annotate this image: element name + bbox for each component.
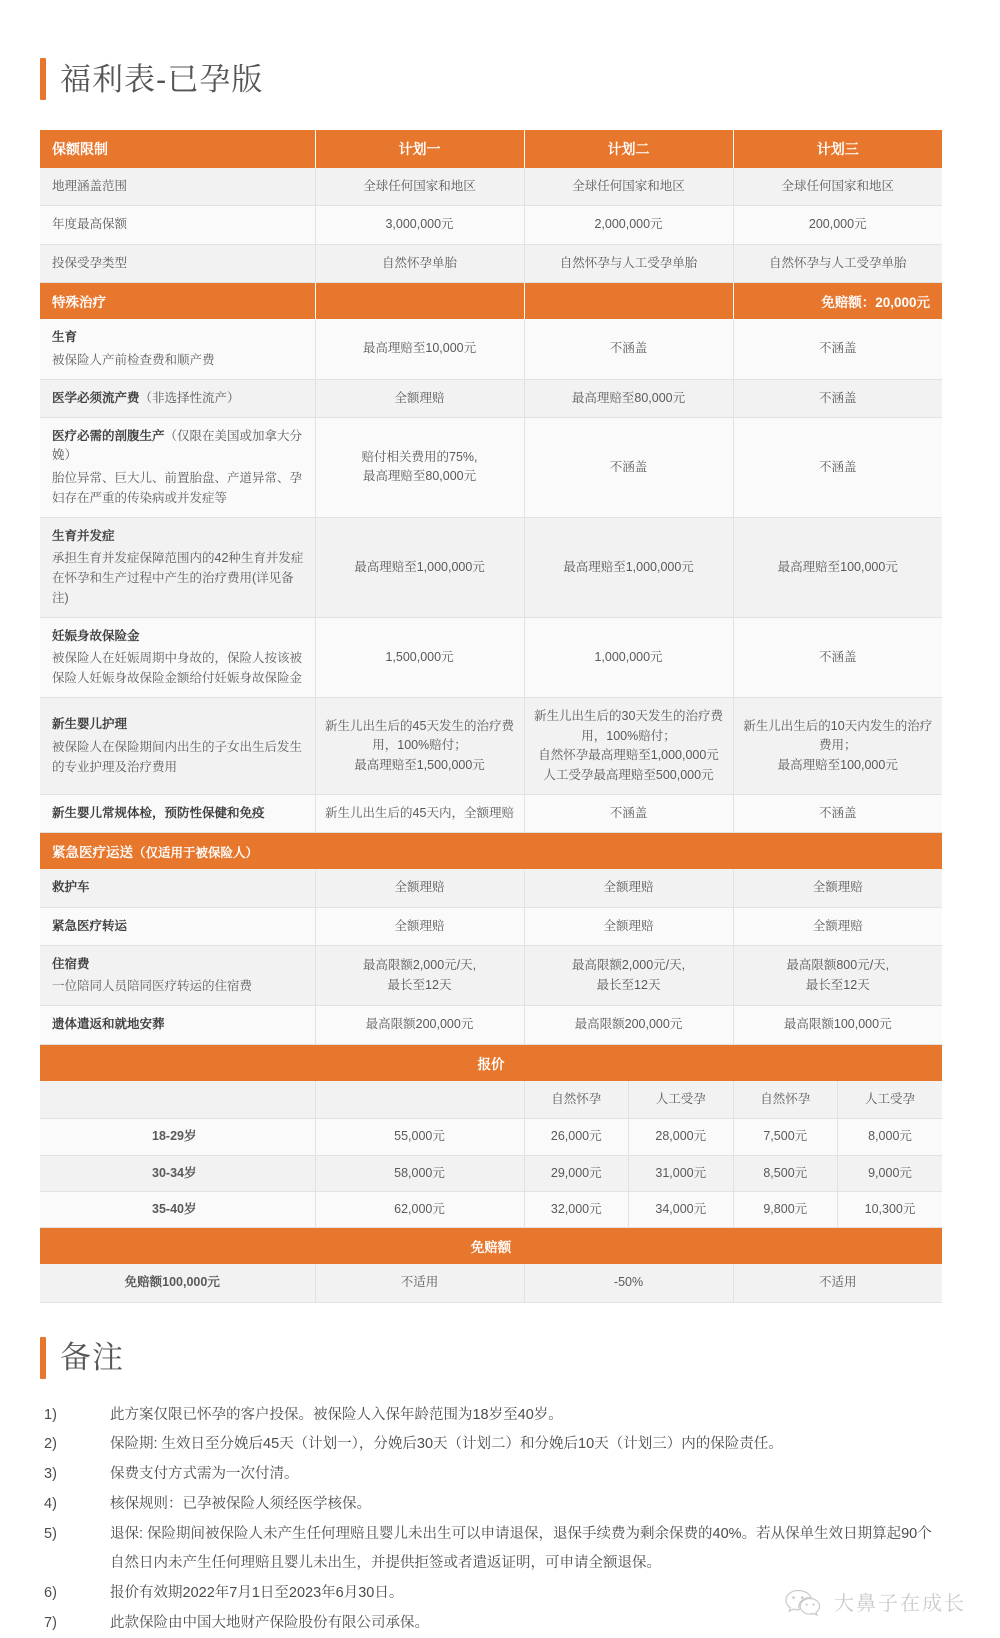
cell-plan3: 新生儿出生后的10天内发生的治疗费用； 最高理赔至100,000元 xyxy=(733,698,942,795)
band-label: 免赔额 xyxy=(40,1228,942,1265)
note-item xyxy=(44,1460,944,1490)
price-plan1: 58,000元 xyxy=(315,1155,524,1191)
watermark xyxy=(784,1587,966,1616)
price-plan2-natural: 29,000元 xyxy=(524,1155,629,1191)
price-age-label: 18-29岁 xyxy=(40,1119,315,1155)
price-plan3-natural: 9,800元 xyxy=(733,1191,838,1227)
note-item xyxy=(44,1401,944,1431)
header-row-label: 保额限制 xyxy=(40,130,315,168)
cell-plan2: 最高理赔至80,000元 xyxy=(524,379,733,417)
note-text: 保费支付方式需为一次付清。 xyxy=(110,1466,299,1483)
row-title: 妊娠身故保险金 xyxy=(52,629,140,643)
cell-plan1: 最高限额2,000元/天, 最长至12天 xyxy=(315,946,524,1006)
accent-bar xyxy=(40,1337,46,1379)
header-plan2: 计划二 xyxy=(524,130,733,168)
subheader-plan3-ivf: 人工受孕 xyxy=(838,1081,943,1119)
cell-plan3: 不涵盖 xyxy=(733,379,942,417)
cell-plan2: 全额理赔 xyxy=(524,869,733,907)
row-label: 年度最高保额 xyxy=(40,206,315,244)
cell-plan1: 全球任何国家和地区 xyxy=(315,168,524,206)
price-plan3-natural: 7,500元 xyxy=(733,1119,838,1155)
note-item xyxy=(44,1430,944,1460)
note-text: 核保规则：已孕被保险人须经医学核保。 xyxy=(110,1495,371,1512)
row-title: 生育并发症 xyxy=(52,528,115,543)
cell-plan3: 自然怀孕与人工受孕单胎 xyxy=(733,244,942,282)
cell-plan2: 全额理赔 xyxy=(524,907,733,945)
note-number: 3) xyxy=(44,1466,57,1483)
row-title: 新生婴儿常规体检，预防性保健和免疫 xyxy=(52,805,265,820)
wechat-icon xyxy=(784,1588,824,1616)
row-desc: 被保险人产前检查费和顺产费 xyxy=(52,352,215,367)
row-label xyxy=(40,379,315,417)
table-row xyxy=(40,168,942,206)
cell-plan2: 新生儿出生后的30天发生的治疗费用，100%赔付； 自然怀孕最高理赔至1,000,000元 人工受孕最高理赔至500,000元 xyxy=(524,698,733,795)
cell-plan1: 最高理赔至10,000元 xyxy=(315,319,524,379)
row-title: 医疗必需的剖腹生产（仅限在美国或加拿大分娩） xyxy=(52,428,303,463)
table-row xyxy=(40,698,942,795)
price-plan2-natural: 32,000元 xyxy=(524,1191,629,1227)
price-plan2-ivf: 31,000元 xyxy=(629,1155,734,1191)
price-plan2-ivf: 28,000元 xyxy=(629,1119,734,1155)
cell-plan3: 全球任何国家和地区 xyxy=(733,168,942,206)
row-label xyxy=(40,417,315,517)
row-desc: 被保险人在保险期间内出生的子女出生后发生的专业护理及治疗费用 xyxy=(52,739,303,774)
row-title: 救护车 xyxy=(52,880,90,895)
cell-plan3: 最高限额800元/天, 最长至12天 xyxy=(733,946,942,1006)
note-text: 此方案仅限已怀孕的客户投保。被保险人入保年龄范围为18岁至40岁。 xyxy=(110,1406,563,1423)
row-title-note: （非选择性流产） xyxy=(139,390,240,405)
row-title: 医学必须流产费（非选择性流产） xyxy=(52,390,240,405)
band-label: 紧急医疗运送（仅适用于被保险人） xyxy=(40,833,942,870)
cell-plan1: 赔付相关费用的75%, 最高理赔至80,000元 xyxy=(315,417,524,517)
section-band-emergency-transport xyxy=(40,833,942,870)
deductible-label: 免赔额100,000元 xyxy=(40,1264,315,1302)
note-text: 退保: 保险期间被保险人未产生任何理赔且婴儿未出生可以申请退保，退保手续费为剩余保费的40%。若从保单生效日期算起90个自然日内未产生任何理赔且婴儿未出生，并提供拒签或者遣返证明，可申请全额退保。 xyxy=(110,1525,932,1572)
cell-plan2: 最高限额200,000元 xyxy=(524,1006,733,1044)
row-label xyxy=(40,618,315,698)
deductible-plan1: 不适用 xyxy=(315,1264,524,1302)
benefits-table xyxy=(40,130,942,1303)
subheader-plan2-natural: 自然怀孕 xyxy=(524,1081,629,1119)
row-desc: 一位陪同人员陪同医疗转运的住宿费 xyxy=(52,979,253,994)
subheader-plan3-natural: 自然怀孕 xyxy=(733,1081,838,1119)
price-age-label: 30-34岁 xyxy=(40,1155,315,1191)
price-plan2-natural: 26,000元 xyxy=(524,1119,629,1155)
page-title-heading xyxy=(40,58,1000,100)
note-number: 6) xyxy=(44,1584,57,1601)
row-desc: 胎位异常、巨大儿、前置胎盘、产道异常、孕妇存在严重的传染病或并发症等 xyxy=(52,470,303,505)
subheader-plan2-ivf: 人工受孕 xyxy=(629,1081,734,1119)
table-row xyxy=(40,946,942,1006)
band-label-sub: （仅适用于被保险人） xyxy=(133,846,259,861)
cell-plan3: 不涵盖 xyxy=(733,417,942,517)
row-label xyxy=(40,946,315,1006)
title-block xyxy=(0,0,1000,100)
table-row xyxy=(40,869,942,907)
price-plan3-ivf: 10,300元 xyxy=(838,1191,943,1227)
row-title: 遗体遣返和就地安葬 xyxy=(52,1017,165,1032)
cell-plan2: 不涵盖 xyxy=(524,794,733,832)
watermark-text: 大鼻子在成长 xyxy=(834,1593,966,1616)
cell-plan1: 1,500,000元 xyxy=(315,618,524,698)
note-item xyxy=(44,1490,944,1520)
cell-plan2: 最高限额2,000元/天, 最长至12天 xyxy=(524,946,733,1006)
row-title: 住宿费 xyxy=(52,957,90,971)
cell-plan1: 新生儿出生后的45天发生的治疗费用，100%赔付； 最高理赔至1,500,000元 xyxy=(315,698,524,795)
section-band-deductible xyxy=(40,1228,942,1265)
accent-bar xyxy=(40,58,46,100)
deductible-plan3: 不适用 xyxy=(733,1264,942,1302)
row-desc: 被保险人在妊娠周期中身故的，保险人按该被保险人妊娠身故保险金额给付妊娠身故保险金 xyxy=(52,651,303,686)
row-label xyxy=(40,1006,315,1044)
price-row xyxy=(40,1191,942,1227)
price-row xyxy=(40,1155,942,1191)
table-row xyxy=(40,244,942,282)
header-plan3: 计划三 xyxy=(733,130,942,168)
note-number: 7) xyxy=(44,1614,57,1631)
note-number: 1) xyxy=(44,1406,57,1423)
price-plan1: 55,000元 xyxy=(315,1119,524,1155)
band-plan1 xyxy=(315,283,524,320)
price-plan2-ivf: 34,000元 xyxy=(629,1191,734,1227)
note-number: 4) xyxy=(44,1495,57,1512)
table-row xyxy=(40,379,942,417)
table-row xyxy=(40,417,942,517)
band-plan2 xyxy=(524,283,733,320)
cell-plan3: 全额理赔 xyxy=(733,907,942,945)
price-age-label: 35-40岁 xyxy=(40,1191,315,1227)
subheader-plan1 xyxy=(315,1081,524,1119)
cell-plan2: 不涵盖 xyxy=(524,417,733,517)
cell-plan1: 自然怀孕单胎 xyxy=(315,244,524,282)
cell-plan1: 3,000,000元 xyxy=(315,206,524,244)
cell-plan3: 不涵盖 xyxy=(733,319,942,379)
note-number: 5) xyxy=(44,1525,57,1542)
notes-heading xyxy=(40,1337,1000,1379)
note-item xyxy=(44,1520,944,1579)
table-row xyxy=(40,907,942,945)
row-title: 生育 xyxy=(52,330,78,345)
table-row xyxy=(40,794,942,832)
row-label xyxy=(40,517,315,617)
cell-plan3: 不涵盖 xyxy=(733,794,942,832)
cell-plan3: 全额理赔 xyxy=(733,869,942,907)
cell-plan3: 200,000元 xyxy=(733,206,942,244)
row-title: 新生婴儿护理 xyxy=(52,717,128,732)
band-label: 报价 xyxy=(40,1044,942,1081)
band-label: 特殊治疗 xyxy=(40,283,315,320)
cell-plan2: 自然怀孕与人工受孕单胎 xyxy=(524,244,733,282)
cell-plan1: 最高理赔至1,000,000元 xyxy=(315,517,524,617)
deductible-plan2: -50% xyxy=(524,1264,733,1302)
section-band-pricing xyxy=(40,1044,942,1081)
row-label xyxy=(40,698,315,795)
cell-plan3: 不涵盖 xyxy=(733,618,942,698)
price-plan1: 62,000元 xyxy=(315,1191,524,1227)
note-text: 报价有效期2022年7月1日至2023年6月30日。 xyxy=(110,1584,404,1601)
band-plan3-deductible: 免赔额：20,000元 xyxy=(733,283,942,320)
cell-plan2: 2,000,000元 xyxy=(524,206,733,244)
row-label: 投保受孕类型 xyxy=(40,244,315,282)
cell-plan1: 新生儿出生后的45天内，全额理赔 xyxy=(315,794,524,832)
row-label: 地理涵盖范围 xyxy=(40,168,315,206)
cell-plan3: 最高限额100,000元 xyxy=(733,1006,942,1044)
note-number: 2) xyxy=(44,1436,57,1453)
subheader-blank xyxy=(40,1081,315,1119)
price-plan3-ivf: 9,000元 xyxy=(838,1155,943,1191)
cell-plan2: 1,000,000元 xyxy=(524,618,733,698)
row-label xyxy=(40,319,315,379)
notes-title: 备注 xyxy=(60,1340,124,1376)
note-text: 此款保险由中国大地财产保险股份有限公司承保。 xyxy=(110,1614,429,1631)
price-plan3-natural: 8,500元 xyxy=(733,1155,838,1191)
table-row xyxy=(40,1006,942,1044)
row-label xyxy=(40,794,315,832)
header-plan1: 计划一 xyxy=(315,130,524,168)
cell-plan1: 全额理赔 xyxy=(315,869,524,907)
page-title: 福利表-已孕版 xyxy=(60,61,264,97)
cell-plan2: 最高理赔至1,000,000元 xyxy=(524,517,733,617)
section-band-special-treatment xyxy=(40,283,942,320)
table-row xyxy=(40,206,942,244)
row-title: 紧急医疗转运 xyxy=(52,918,128,933)
cell-plan1: 全额理赔 xyxy=(315,907,524,945)
cell-plan3: 最高理赔至100,000元 xyxy=(733,517,942,617)
cell-plan1: 全额理赔 xyxy=(315,379,524,417)
cell-plan2: 全球任何国家和地区 xyxy=(524,168,733,206)
price-subheader-row xyxy=(40,1081,942,1119)
table-row xyxy=(40,517,942,617)
table-header-row xyxy=(40,130,942,168)
row-label xyxy=(40,907,315,945)
row-desc: 承担生育并发症保障范围内的42种生育并发症在怀孕和生产过程中产生的治疗费用(详见备注) xyxy=(52,551,304,605)
row-label xyxy=(40,869,315,907)
price-plan3-ivf: 8,000元 xyxy=(838,1119,943,1155)
row-title-note: （仅限在美国或加拿大分娩） xyxy=(52,428,303,463)
note-text: 保险期: 生效日至分娩后45天（计划一），分娩后30天（计划二）和分娩后10天（计划三）内的保险责任。 xyxy=(110,1436,783,1453)
table-row xyxy=(40,618,942,698)
cell-plan2: 不涵盖 xyxy=(524,319,733,379)
deductible-row xyxy=(40,1264,942,1302)
cell-plan1: 最高限额200,000元 xyxy=(315,1006,524,1044)
price-row xyxy=(40,1119,942,1155)
table-row xyxy=(40,319,942,379)
